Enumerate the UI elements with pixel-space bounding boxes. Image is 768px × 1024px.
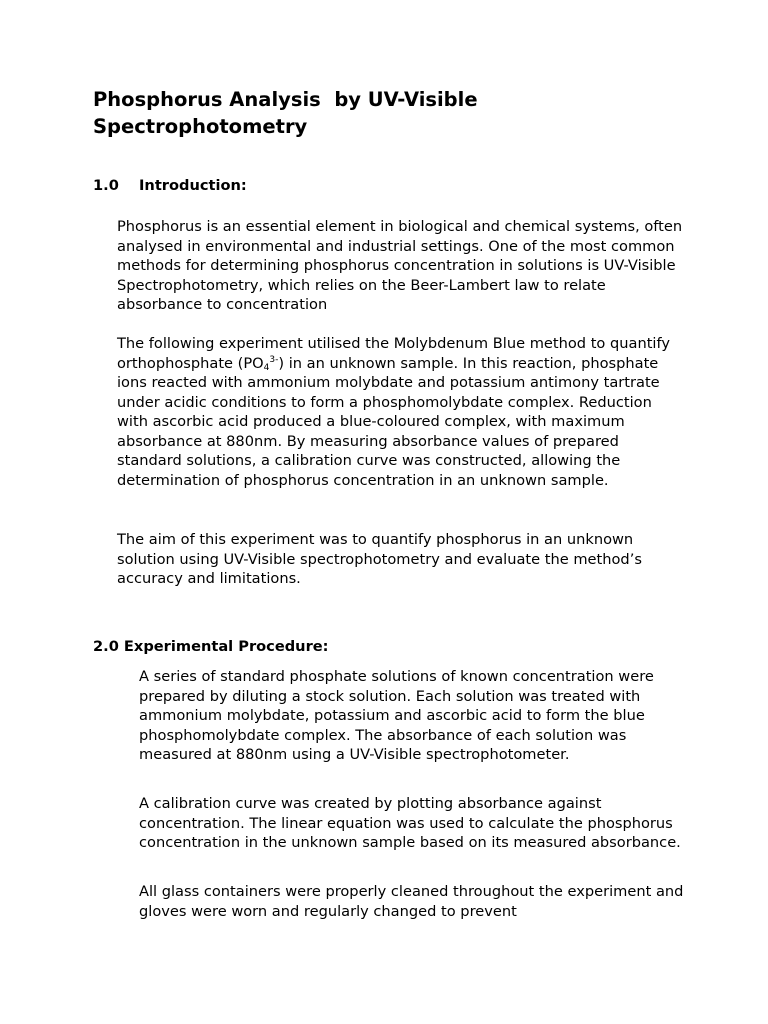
procedure-paragraph-2: A calibration curve was created by plotting absorbance against concentration. The linear equation was used to calculate the phosphorus concentration in the unknown sample based on its measured absorbance. <box>139 795 681 851</box>
section-1-heading <box>93 176 247 196</box>
section-1-title: Introduction: <box>139 177 247 194</box>
intro-paragraph-1: Phosphorus is an essential element in biological and chemical systems, often analysed in environmental and industrial settings. One of the most common methods for determining phosphorus concentration in solutions is UV-Visible Spectrophotometry, which relies on the Beer-Lambert law to relate absorbance to concentration <box>117 218 683 313</box>
phosphate-superscript: 3- <box>269 354 279 365</box>
document-title: Phosphorus Analysis by UV-Visible Spectrophotometry <box>93 88 485 138</box>
procedure-paragraph-3: All glass containers were properly cleaned throughout the experiment and gloves were worn and regularly changed to prevent <box>139 883 684 920</box>
intro-paragraph-3: The aim of this experiment was to quantify phosphorus in an unknown solution using UV-Visible spectrophotometry and evaluate the method’s accuracy and limitations. <box>117 531 642 587</box>
phosphate-subscript: 4 <box>263 362 270 373</box>
intro-paragraph-2 <box>117 334 683 490</box>
section-1-number: 1.0 <box>93 177 119 194</box>
intro-paragraph-2-text-after: ) in an unknown sample. In this reaction, phosphate ions reacted with ammonium molybdate and potassium antimony tartrate under acidic conditions to form a phosphomolybdate complex. Reduction with ascorbic acid produced a blue-coloured complex, with maximum absorbance at 880nm. By measuring absorbance values of prepared standard solutions, a calibration curve was constructed, allowing the determination of phosphorus concentration in an unknown sample. <box>117 354 660 489</box>
intro-paragraph-2-text-before: The following experiment utilised the Molybdenum Blue method to quantify orthophosphate (PO <box>117 335 670 372</box>
procedure-paragraph-1: A series of standard phosphate solutions of known concentration were prepared by diluting a stock solution. Each solution was treated with ammonium molybdate, potassium and ascorbic acid to form the blue phosphomolybdate complex. The absorbance of each solution was measured at 880nm using a UV-Visible spectrophotometer. <box>139 668 654 763</box>
section-2-heading: 2.0 Experimental Procedure: <box>93 638 329 655</box>
